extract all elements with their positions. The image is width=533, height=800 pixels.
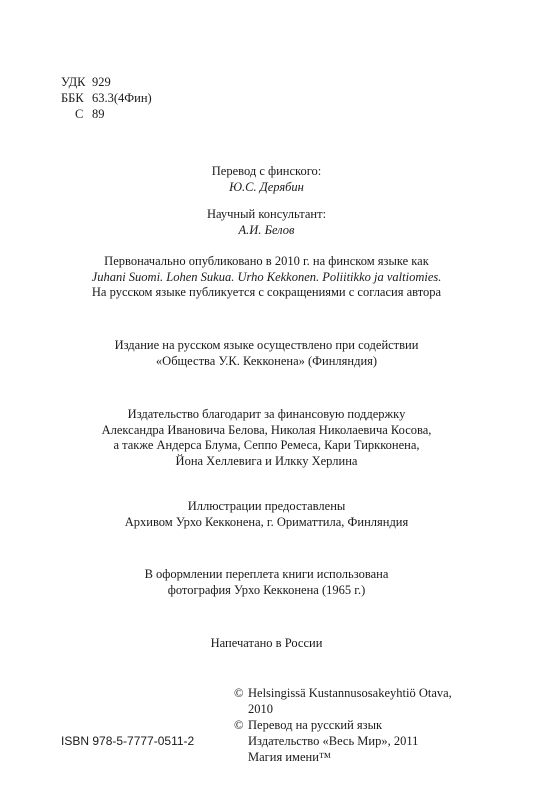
printed-in-russia: Напечатано в России bbox=[210, 636, 323, 650]
illustrations-line-2: Архивом Урхо Кекконена, г. Ориматтила, Финляндия bbox=[124, 514, 409, 529]
consultant-name: А.И. Белов bbox=[238, 222, 295, 237]
thanks-line-1: Издательство благодарит за финансовую поддержку bbox=[127, 407, 406, 421]
isbn: ISBN 978-5-7777-0511-2 bbox=[61, 734, 195, 748]
bbk-value: 63.3(4Фин) bbox=[92, 91, 152, 105]
copyright-holder-1: Helsingissä Kustannusosakeyhtiö Otava, bbox=[248, 686, 452, 700]
cover-line-1: В оформлении переплета книги использована bbox=[144, 567, 389, 581]
translation-credit bbox=[0, 164, 533, 195]
consultant-credit bbox=[0, 207, 533, 238]
original-line-3: На русском языке публикуется с сокращениями с согласия автора bbox=[91, 285, 442, 299]
support-note bbox=[0, 338, 533, 369]
bbk-row bbox=[61, 90, 152, 106]
translation-label: Перевод с финского: bbox=[211, 164, 322, 178]
cover-line-2: фотография Урхо Кекконена (1965 г.) bbox=[167, 582, 366, 597]
copyright-symbol: © bbox=[234, 718, 244, 732]
copyright-holder-2: Перевод на русский язык bbox=[248, 718, 383, 732]
udk-value: 929 bbox=[92, 75, 111, 89]
thanks-line-3: а также Андерса Блума, Сеппо Ремеса, Кари Тиркконена, bbox=[113, 438, 420, 452]
original-title: Juhani Suomi. Lohen Sukua. Urho Kekkonen. Poliitikko ja valtiomies. bbox=[91, 269, 442, 284]
author-mark-code: С bbox=[75, 107, 84, 121]
author-mark-value: 89 bbox=[92, 107, 105, 121]
consultant-label: Научный консультант: bbox=[206, 207, 327, 221]
support-line-2: «Общества У.К. Кекконена» (Финляндия) bbox=[155, 353, 378, 368]
copyright-publisher: Издательство «Весь Мир», 2011 bbox=[248, 734, 419, 748]
udk-row bbox=[61, 74, 152, 90]
udk-code: УДК bbox=[61, 75, 86, 89]
copyright-entry-1 bbox=[234, 685, 452, 701]
illustrations-line-1: Иллюстрации предоставлены bbox=[187, 499, 346, 513]
copyright-block bbox=[234, 685, 452, 765]
copyright-trademark: Магия имени™ bbox=[248, 750, 332, 764]
printed-note bbox=[0, 636, 533, 652]
support-line-1: Издание на русском языке осуществлено при содействии bbox=[114, 338, 419, 352]
original-publication-note bbox=[0, 254, 533, 301]
copyright-symbol: © bbox=[234, 686, 244, 700]
author-mark-row bbox=[61, 106, 152, 122]
translator-name: Ю.С. Дерябин bbox=[229, 179, 304, 194]
cover-note bbox=[0, 567, 533, 598]
original-line-1: Первоначально опубликовано в 2010 г. на финском языке как bbox=[104, 254, 429, 268]
classification-codes bbox=[61, 74, 152, 122]
bbk-code: ББК bbox=[61, 91, 84, 105]
copyright-entry-2 bbox=[234, 717, 452, 733]
thanks-line-2: Александра Ивановича Белова, Николая Николаевича Косова, bbox=[101, 422, 432, 437]
thanks-line-4: Йона Хеллевига и Илкку Херлина bbox=[175, 453, 358, 468]
illustrations-note bbox=[0, 499, 533, 530]
thanks-note bbox=[0, 407, 533, 469]
copyright-year-1: 2010 bbox=[248, 702, 273, 716]
